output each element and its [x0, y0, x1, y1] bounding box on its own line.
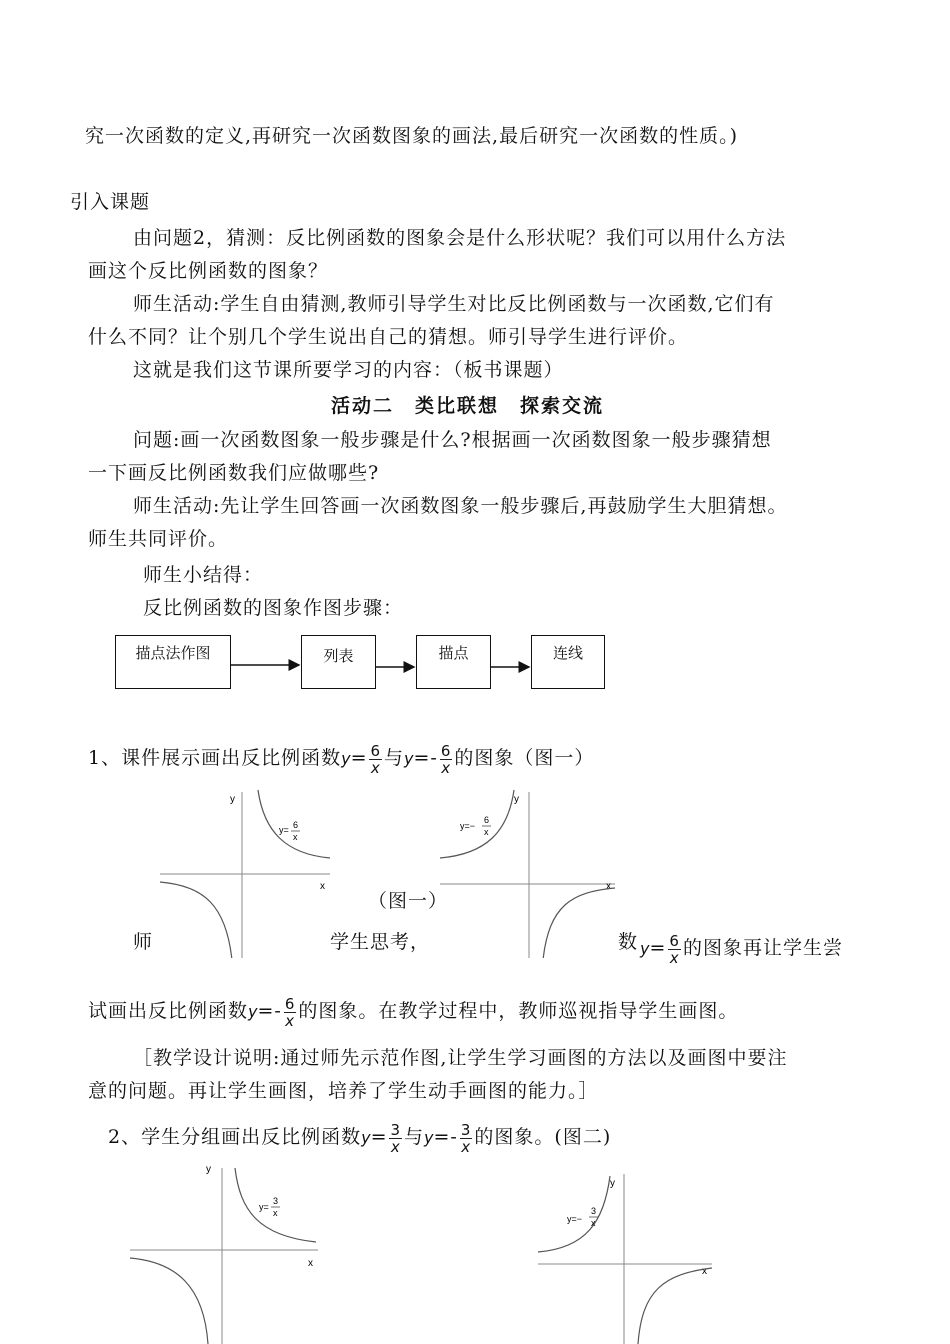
hyperbola-branch [543, 888, 615, 958]
paragraph-summary: 师生小结得： [143, 564, 264, 586]
paragraph-continuation: 究一次函数的定义,再研究一次函数图象的画法,最后研究一次函数的性质。) [85, 125, 738, 147]
fraction-numerator: 6 [440, 741, 452, 760]
fraction [460, 1122, 473, 1155]
x-axis-label: x [320, 881, 325, 892]
design-note: ［教学设计说明:通过师先示范作图,让学生学习画图的方法以及画图中要注 [133, 1047, 788, 1069]
var-y: y [341, 749, 351, 768]
equals: = [350, 747, 368, 769]
fraction-numerator: 3 [460, 1120, 472, 1139]
figure-1-caption: （图一） [368, 890, 449, 912]
minus-equals: =- [433, 1126, 458, 1148]
flow-step-label: 描点 [438, 644, 469, 662]
fraction [389, 1122, 402, 1155]
paragraph-activity-cont: 什么不同？让个别几个学生说出自己的猜想。师引导学生进行评价。 [88, 326, 689, 348]
paragraph-fragment: 学生思考， [330, 931, 431, 953]
fraction [369, 743, 382, 776]
paragraph-demo-end [640, 924, 843, 973]
fraction-numerator: 6 [284, 994, 296, 1013]
figure-2-graphs [0, 1154, 950, 1344]
paragraph-teacher-activity-cont: 师生共同评价。 [88, 528, 229, 550]
equals: = [649, 937, 667, 959]
paragraph-activity: 师生活动:学生自由猜测,教师引导学生对比反比例函数与一次函数,它们有 [133, 293, 775, 315]
paragraph-steps-title: 反比例函数的图象作图步骤： [143, 597, 404, 619]
curve-label: y=− [567, 1214, 583, 1224]
curve-label-k: 3 [273, 1196, 279, 1206]
conjunction: 与 [384, 747, 405, 769]
x-axis-label: x [702, 1266, 707, 1277]
paragraph-question: 由问题2，猜测：反比例函数的图象会是什么形状呢？我们可以用什么方法 [133, 227, 787, 249]
hyperbola-branch [130, 1258, 208, 1344]
paragraph-question-cont: 画这个反比例函数的图象？ [88, 260, 329, 282]
fraction-denominator: x [441, 758, 452, 777]
paragraph-problem: 问题:画一次函数图象一般步骤是什么?根据画一次函数图象一般步骤猜想 [133, 429, 772, 451]
fraction-numerator: 6 [370, 741, 382, 760]
paragraph-fragment: 的图象。在教学过程中，教师巡视指导学生画图。 [298, 1000, 739, 1022]
var-y: y [640, 939, 650, 958]
curve-label: y= [279, 825, 289, 835]
item1-prefix: 1、课件展示画出反比例函数 [88, 747, 342, 769]
paragraph-fragment: 试画出反比例函数 [88, 1000, 249, 1022]
paragraph-fragment: 数 [618, 931, 639, 953]
fraction [440, 743, 453, 776]
curve-label-x: x [273, 1208, 278, 1218]
minus-equals: =- [257, 1000, 282, 1022]
x-axis-label: x [308, 1258, 313, 1269]
paragraph-teacher-activity: 师生活动:先让学生回答画一次函数图象一般步骤后,再鼓励学生大胆猜想。 [133, 495, 788, 517]
hyperbola-branch [638, 1268, 712, 1344]
fraction-denominator: x [390, 1137, 401, 1156]
y-axis-label: y [206, 1164, 211, 1175]
flow-step-label: 连线 [552, 644, 583, 662]
fraction-denominator: x [461, 1137, 472, 1156]
paragraph-problem-cont: 一下画反比例函数我们应做哪些? [88, 462, 380, 484]
flow-step-label: 描点法作图 [135, 644, 211, 662]
fraction-denominator: x [370, 758, 381, 777]
paragraph-fragment: 的图象再让学生尝 [682, 937, 843, 959]
x-axis-label: x [606, 881, 611, 892]
var-y: y [424, 1128, 434, 1147]
section-heading-intro: 引入课题 [70, 191, 151, 213]
curve-label-k: 6 [484, 815, 490, 825]
fraction-numerator: 6 [669, 931, 680, 950]
y-axis-label: y [610, 1178, 615, 1189]
y-axis-label: y [230, 794, 235, 805]
fraction-numerator: 3 [390, 1120, 402, 1139]
conjunction: 与 [404, 1126, 425, 1148]
fraction-denominator: x [669, 948, 680, 967]
flow-step-label: 列表 [323, 647, 354, 665]
fraction [284, 996, 297, 1029]
curve-label-k: 6 [293, 820, 299, 830]
design-note-cont: 意的问题。再让学生画图，培养了学生动手画图的能力。］ [88, 1080, 599, 1102]
curve-label: y=− [460, 821, 476, 831]
paragraph-fragment: 师 [133, 931, 154, 953]
curve-label-k: 3 [591, 1206, 597, 1216]
curve-label-x: x [484, 827, 489, 837]
equals: = [370, 1126, 388, 1148]
item1-line [88, 734, 594, 783]
activity-heading: 活动二 类比联想 探索交流 [331, 395, 605, 417]
var-y: y [248, 1002, 258, 1021]
curve-label: y= [259, 1202, 269, 1212]
hyperbola-branch [160, 882, 232, 958]
var-y: y [361, 1128, 371, 1147]
hyperbola-branch [440, 790, 514, 858]
paragraph-try-draw [88, 987, 738, 1036]
fraction-denominator: x [285, 1011, 296, 1030]
fraction [668, 933, 681, 966]
curve-label-x: x [293, 832, 298, 842]
curve-label-x: x [591, 1218, 596, 1228]
item1-suffix: 的图象（图一） [454, 747, 595, 769]
minus-equals: =- [413, 747, 438, 769]
item2-prefix: 2、学生分组画出反比例函数 [108, 1126, 362, 1148]
var-y: y [404, 749, 414, 768]
item2-suffix: 的图象。(图二) [474, 1126, 612, 1148]
y-axis-label: y [514, 794, 519, 805]
paragraph-topic: 这就是我们这节课所要学习的内容：（板书课题） [133, 359, 564, 381]
